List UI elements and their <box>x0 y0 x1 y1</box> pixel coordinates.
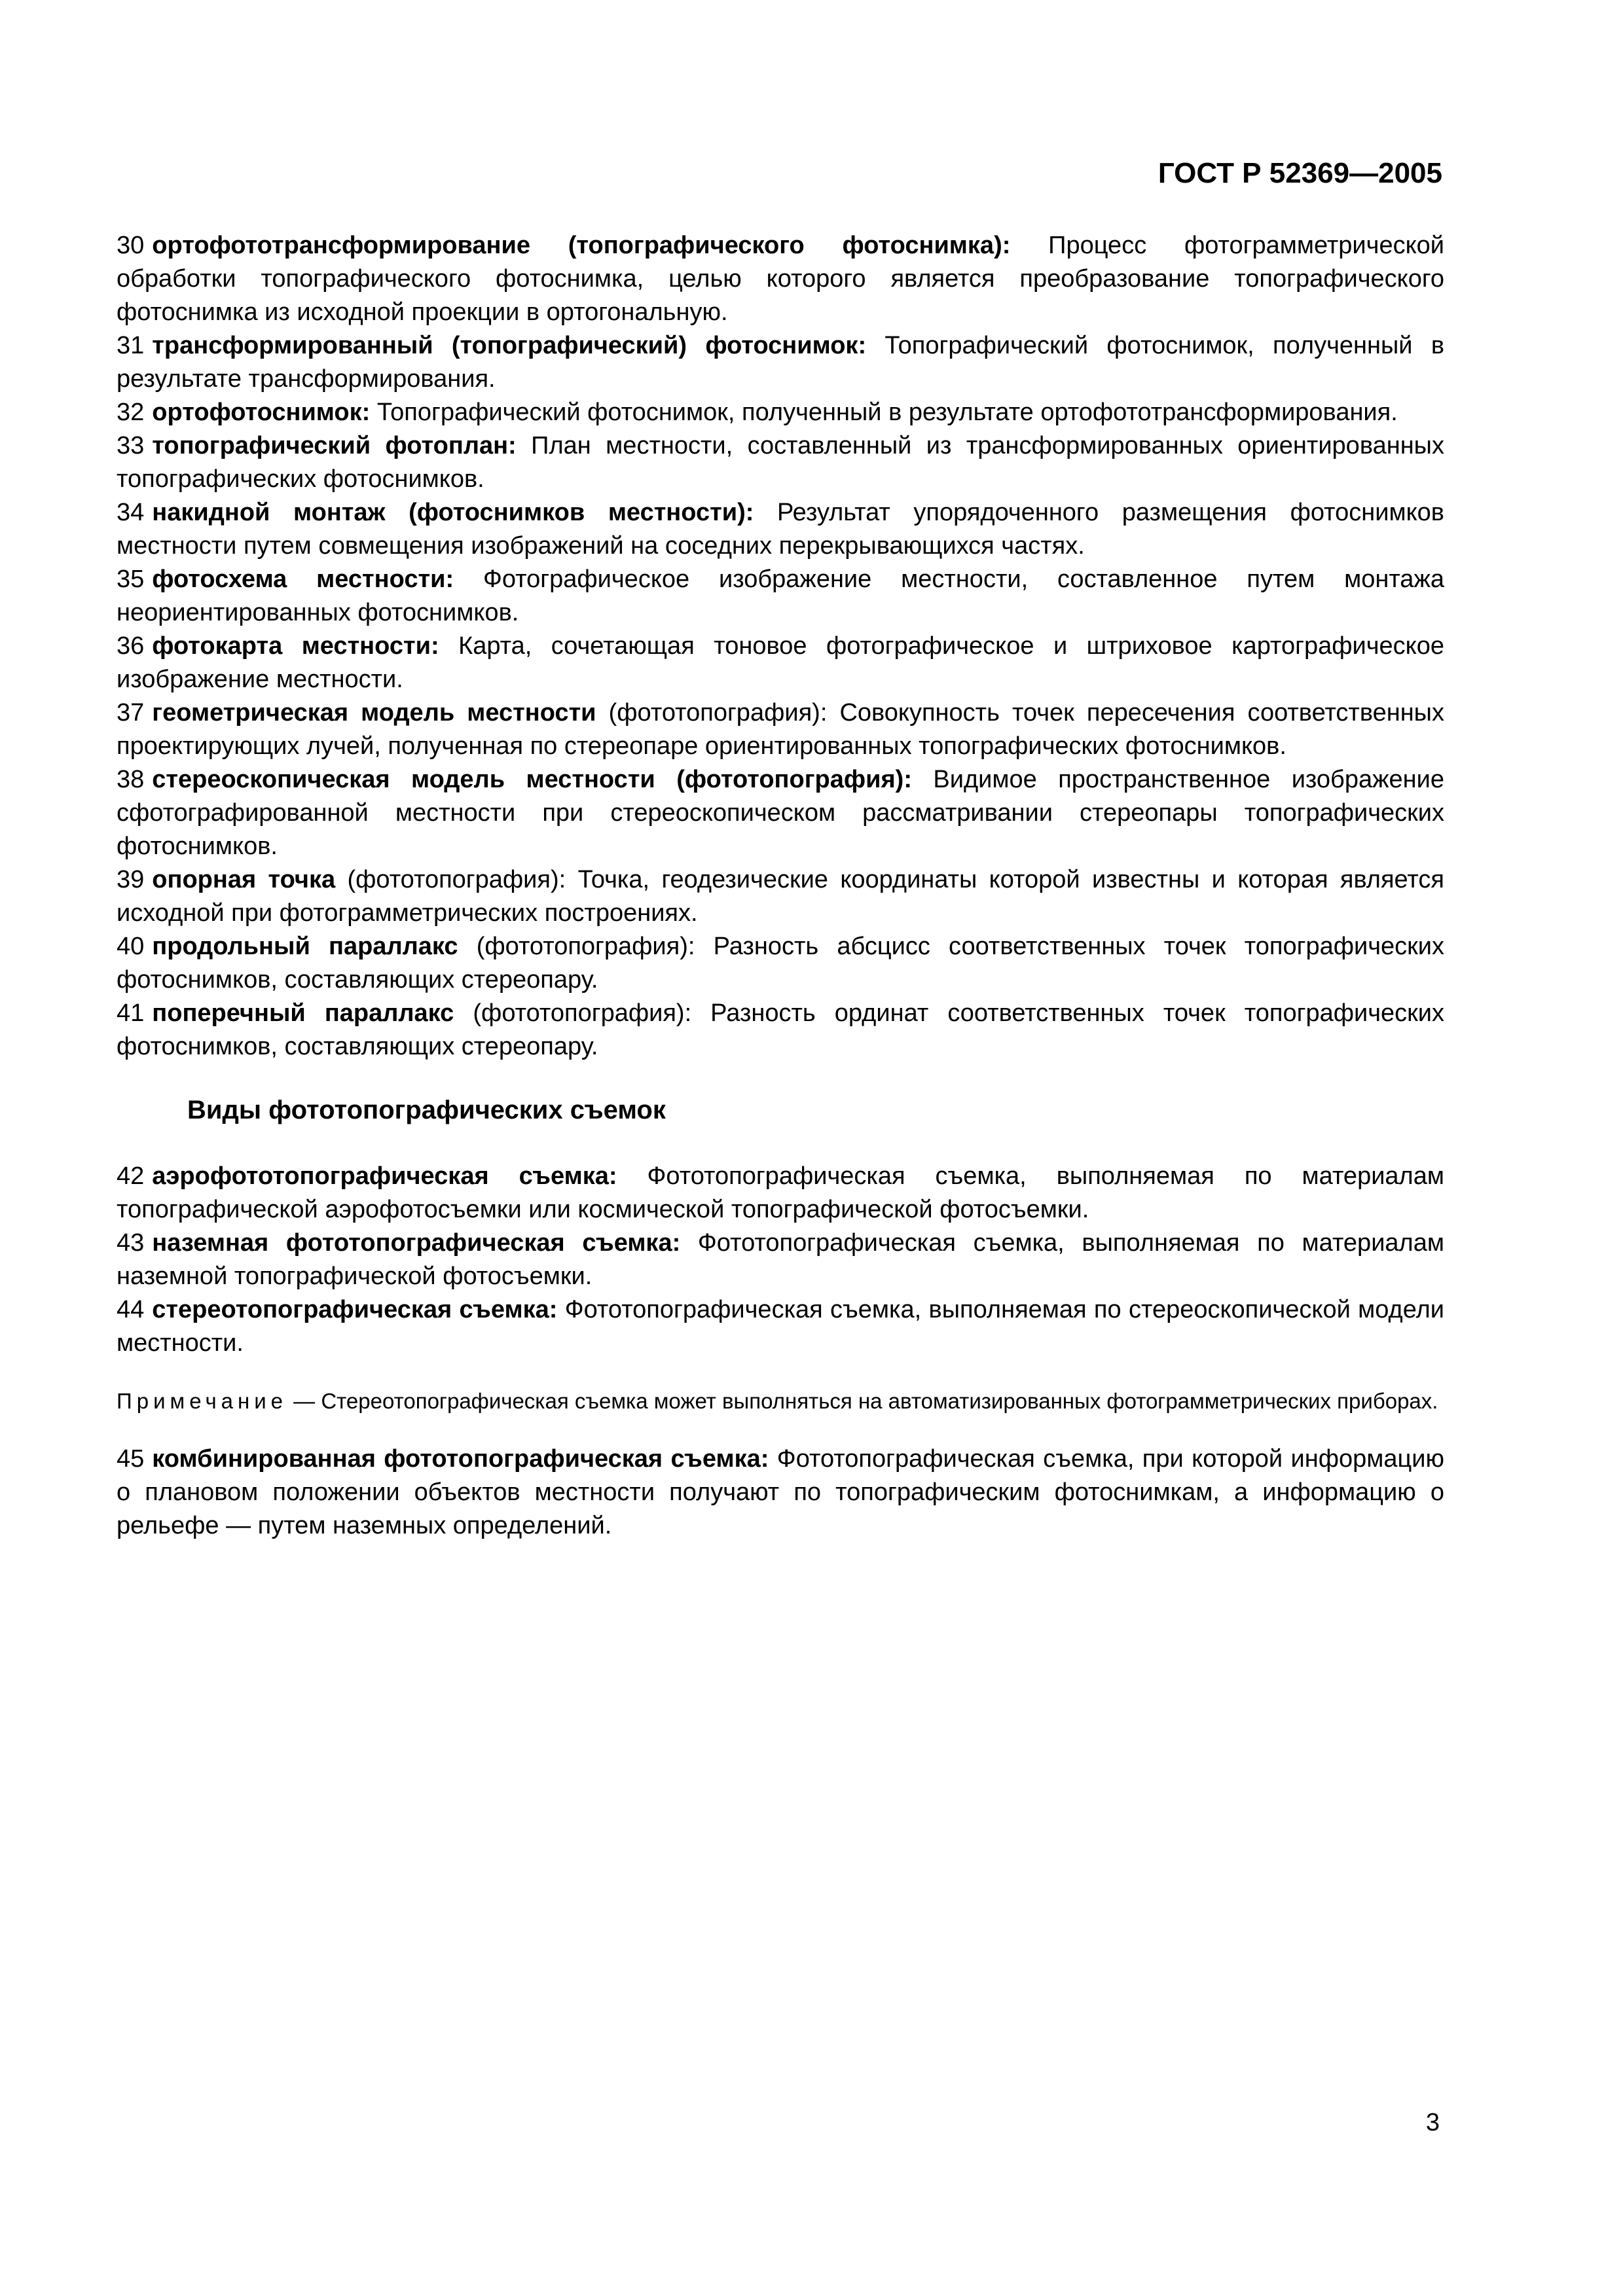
term-definition: Результат упорядоченного размещения фотоснимков местности путем совмещения изображений на соседних перекрывающихся частях. <box>117 499 1444 560</box>
term-definition: : Совокупность точек пересечения соответственных проектирующих лучей, полученная по стереопаре ориентированных топографических фотоснимков. <box>117 699 1444 760</box>
term-definition: План местности, составленный из трансформированных ориентированных топографических фотоснимков. <box>117 432 1444 493</box>
term-entry <box>117 1293 1444 1360</box>
term-name: поперечный параллакс <box>152 999 454 1027</box>
term-entry <box>117 429 1444 496</box>
term-entry <box>117 930 1444 997</box>
term-number: 38 <box>117 766 145 793</box>
term-entry <box>117 1160 1444 1227</box>
term-definition: : Разность абсцисс соответственных точек топографических фотоснимков, составляющих стереопару. <box>117 933 1444 994</box>
term-number: 31 <box>117 332 145 359</box>
term-entry <box>117 763 1444 863</box>
term-number: 30 <box>117 232 145 259</box>
term-definition: Фототопографическая съемка, выполняемая по материалам наземной топографической фотосъемки. <box>117 1229 1444 1290</box>
term-entry <box>117 863 1444 930</box>
term-definition: Фототопографическая съемка, выполняемая по материалам топографической аэрофотосъемки или космической топографической фотосъемки. <box>117 1162 1444 1223</box>
note-label: Примечание <box>117 1389 288 1413</box>
term-name: геометрическая модель местности <box>152 699 596 726</box>
term-definition: Топографический фотоснимок, полученный в результате трансформирования. <box>117 332 1444 393</box>
term-name: топографический фотоплан: <box>152 432 517 459</box>
term-qualifier: (фототопография) <box>335 866 559 893</box>
term-definition: Фототопографическая съемка, при которой информацию о плановом положении объектов местности получают по топографическим фотоснимкам, а информацию о рельефе — путем наземных определений. <box>117 1445 1444 1539</box>
section-heading: Виды фототопографических съемок <box>187 1096 666 1124</box>
term-qualifier: (фототопография) <box>596 699 820 726</box>
term-name: аэрофототопографическая съемка: <box>152 1162 617 1190</box>
page-number: 3 <box>1425 2109 1440 2136</box>
term-name: накидной монтаж (фотоснимков местности): <box>152 499 754 526</box>
term-number: 40 <box>117 933 145 960</box>
term-entry <box>117 1227 1444 1293</box>
term-number: 44 <box>117 1296 145 1323</box>
term-name: стереотопографическая съемка: <box>152 1296 558 1323</box>
term-entry <box>117 563 1444 630</box>
term-name: трансформированный (топографический) фотоснимок: <box>152 332 867 359</box>
term-definition: Карта, сочетающая тоновое фотографическое и штриховое картографическое изображение местности. <box>117 632 1444 693</box>
terms-group-2 <box>117 1160 1444 1360</box>
term-definition: Топографический фотоснимок, полученный в результате ортофототрансформирования. <box>370 399 1398 426</box>
term-entry <box>117 396 1444 429</box>
term-number: 41 <box>117 999 145 1027</box>
term-name: ортофотоснимок: <box>152 399 371 426</box>
term-number: 37 <box>117 699 145 726</box>
term-definition: Фотографическое изображение местности, составленное путем монтажа неориентированных фотоснимков. <box>117 565 1444 626</box>
term-number: 39 <box>117 866 145 893</box>
term-number: 43 <box>117 1229 145 1257</box>
term-entry <box>117 630 1444 696</box>
term-qualifier: (фототопография) <box>454 999 685 1027</box>
term-name: ортофототрансформирование (топографического фотоснимка): <box>152 232 1011 259</box>
term-entry <box>117 496 1444 563</box>
note-text: — Стереотопографическая съемка может выполняться на автоматизированных фотограмметрических приборах. <box>287 1389 1438 1413</box>
term-name: фотокарта местности: <box>152 632 439 660</box>
term-name: стереоскопическая модель местности (фототопография): <box>152 766 912 793</box>
term-qualifier: (фототопография) <box>458 933 688 960</box>
term-definition: : Разность ординат соответственных точек топографических фотоснимков, составляющих стереопару. <box>117 999 1444 1060</box>
term-name: фотосхема местности: <box>152 565 454 593</box>
terms-group-3 <box>117 1443 1444 1543</box>
term-number: 45 <box>117 1445 145 1473</box>
document-body <box>117 229 1444 1543</box>
terms-group-1 <box>117 229 1444 1064</box>
term-number: 35 <box>117 565 145 593</box>
term-name: комбинированная фототопографическая съемка: <box>152 1445 769 1473</box>
term-name: наземная фототопографическая съемка: <box>152 1229 681 1257</box>
term-entry <box>117 696 1444 763</box>
term-definition: Видимое пространственное изображение сфотографированной местности при стереоскопическом рассматривании стереопары топографических фотоснимков. <box>117 766 1444 860</box>
document-header: ГОСТ Р 52369—2005 <box>1158 157 1442 189</box>
term-name: продольный параллакс <box>152 933 458 960</box>
term-number: 33 <box>117 432 145 459</box>
term-definition: : Точка, геодезические координаты которой известны и которая является исходной при фотограмметрических построениях. <box>117 866 1444 927</box>
term-number: 36 <box>117 632 145 660</box>
term-number: 32 <box>117 399 145 426</box>
term-entry <box>117 229 1444 329</box>
term-entry <box>117 329 1444 396</box>
term-definition: Процесс фотограмметрической обработки топографического фотоснимка, целью которого является преобразование топографического фотоснимка из исходной проекции в ортогональную. <box>117 232 1444 326</box>
note <box>117 1386 1444 1416</box>
term-name: опорная точка <box>152 866 336 893</box>
term-entry <box>117 1443 1444 1543</box>
term-entry <box>117 997 1444 1064</box>
term-number: 34 <box>117 499 145 526</box>
term-definition: Фототопографическая съемка, выполняемая по стереоскопической модели местности. <box>117 1296 1444 1357</box>
term-number: 42 <box>117 1162 145 1190</box>
